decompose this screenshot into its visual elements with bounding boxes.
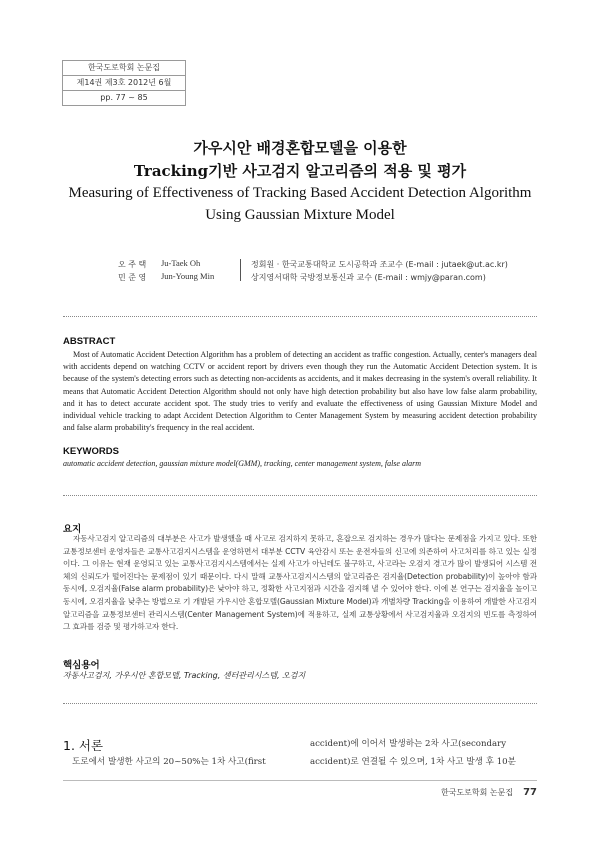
section-1-right-line-2: accident)로 연결될 수 있으며, 1차 사고 발생 후 10분 — [310, 757, 516, 767]
abstract-heading: ABSTRACT — [63, 336, 116, 347]
journal-pages: pp. 77 ~ 85 — [100, 93, 148, 102]
footer-journal: 한국도로학회 논문집 — [440, 788, 514, 797]
journal-volume: 제14권 제3호 2012년 6월 — [63, 76, 185, 91]
divider-middle — [63, 495, 537, 496]
journal-info-box — [62, 60, 186, 106]
title-korean-line-2: Tracking기반 사고검지 알고리즘의 적용 및 평가 — [133, 162, 467, 180]
section-1-left-line: 도로에서 발생한 사고의 20~50%는 1차 사고(first — [72, 757, 266, 767]
divider-bottom — [63, 703, 537, 704]
section-1-right-line-1: accident)에 이어서 발생하는 2차 사고(secondary — [310, 739, 507, 749]
journal-name: 한국도로학회 논문집 — [63, 61, 185, 76]
title-korean-line-1: 가우시안 배경혼합모델을 이용한 — [193, 139, 407, 157]
title-english-line-1: Measuring of Effectiveness of Tracking Based Accident Detection Algorithm — [68, 185, 532, 201]
author-1-name-ko: 오 주 택 — [118, 260, 147, 269]
divider-top — [63, 316, 537, 317]
keywords-text: automatic accident detection, gaussian mixture model(GMM), tracking, center management system, false alarm — [63, 459, 422, 468]
author-divider — [240, 259, 241, 281]
author-2-name-en: Jun-Young Min — [161, 271, 215, 281]
footer-rule — [63, 780, 537, 781]
title-english-line-2: Using Gaussian Mixture Model — [205, 207, 395, 223]
keywords-ko-text: 자동사고검지, 가우시안 혼합모델, Tracking, 센터관리시스템, 오검지 — [63, 671, 306, 680]
keywords-ko-heading: 핵심용어 — [63, 660, 100, 671]
author-1-name-en: Ju-Taek Oh — [161, 258, 201, 268]
author-2-affiliation: 상지영서대학 국방정보통신과 교수 (E-mail : wmjy@paran.com) — [251, 273, 486, 282]
section-1-heading: 1. 서론 — [63, 738, 104, 753]
yoji-text: 자동사고검지 알고리즘의 대부분은 사고가 발생했을 때 사고로 검지하지 못하고, 혼잡으로 검지하는 경우가 많다는 문제점을 가지고 있다. 또한 교통정보센터 운영자들은 교통사고검지시스템을 운영하면서 대부분 CCTV 육안감시 또는 운전자들의 신고에 의존하여 사고처리를 하고 있는 실정이다. 그 이유는 현재 운영되고 있는 교통사고검지시스템에서는 실제 사고가 아닌데도 불구하고, 사고라는 오검지 경고가 많이 발생되어 시스템 전체의 신뢰도가 떨어진다는 문제점이 있기 때문이다. 다시 말해 교통사고검지시스템의 알고리즘은 검지율(Detection probability)이 높아야 함과 동시에, 오검지율(False alarm probability)은 낮아야 하고, 정확한 사고지점과 시간을 검지해 낼 수 있어야 한다. 이에 본 연구는 검지율을 높이고 동시에, 오검지율을 낮추는 방법으로 기 개발된 가우시안 혼합모델(Gaussian Mixture Model)과 개별차량 Tracking을 이용하여 개발한 사고검지 알고리즘을 교통정보센터 관리시스템(Center Management System)에 적용하고, 실제 교통상황에서 사고검지율과 오검지의 빈도를 측정하여 그 효과를 검증 및 평가하고자 한다. — [63, 534, 537, 632]
keywords-heading: KEYWORDS — [63, 446, 119, 457]
page-number: 77 — [523, 787, 537, 798]
page-footer — [441, 787, 537, 798]
author-2-name-ko: 민 준 영 — [118, 273, 147, 282]
abstract-text: Most of Automatic Accident Detection Algorithm has a problem of detecting an accident as traffic congestion. Actually, center's managers deal with accidents depend on watching CCTV or accident report by drivers even though they run the Automatic Accident Detection system. It is because of the system's detecting errors such as detecting non-accidents as accidents, and it makes decreasing in the system's overall reliability. It means that Automatic Accident Detection Algorithm should not only have high detection probability but also have low false alarm probability, and it has to detect accurate accident spot. The study tries to verify and evaluate the effectiveness of using Gaussian Mixture Model and individual vehicle tracking to adapt Accident Detection Algorithm to Center Management System by measuring accident detection probability and false alarm probability's frequency in the real accident. — [63, 350, 537, 433]
yoji-heading: 요지 — [63, 524, 82, 535]
author-1-affiliation: 정회원 · 한국교통대학교 도시공학과 조교수 (E-mail : jutaek@ut.ac.kr) — [251, 260, 508, 269]
